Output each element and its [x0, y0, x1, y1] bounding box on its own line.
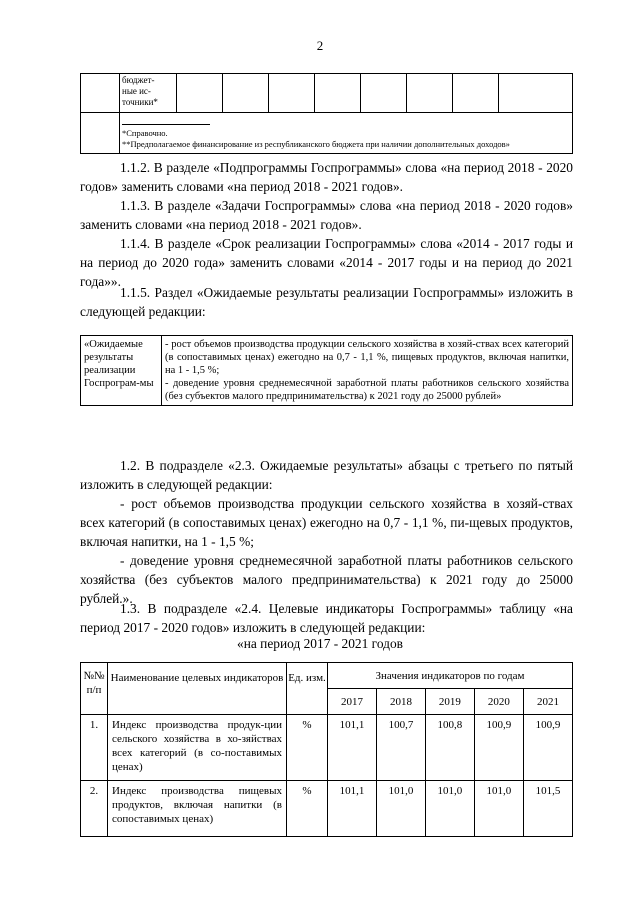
row-num: 2. — [81, 781, 108, 837]
header-unit: Ед. изм. — [287, 663, 328, 715]
row-unit: % — [287, 715, 328, 781]
paragraph-1-1-2: 1.1.2. В разделе «Подпрограммы Госпрограммы» слова «на период 2018 - 2020 годов» заменить словами «на период 2018 - 2021 годов». — [80, 160, 573, 194]
table-caption: «на период 2017 - 2021 годов — [237, 636, 403, 651]
paragraph-1-1-5: 1.1.5. Раздел «Ожидаемые результаты реализации Госпрограммы» изложить в следующей редакции: — [80, 285, 573, 319]
paragraph-1-2: 1.2. В подразделе «2.3. Ожидаемые результаты» абзацы с третьего по пятый изложить в следующей редакции: — [80, 458, 573, 492]
results-text-2: - доведение уровня среднемесячной заработной платы работников сельского хозяйства (без субъектов малого предпринимательства) к 2021 году до 25000 рублей» — [165, 378, 569, 402]
row-value: 100,9 — [474, 715, 523, 781]
row-value: 101,1 — [328, 781, 377, 837]
header-values: Значения индикаторов по годам — [328, 663, 573, 689]
row-value: 101,5 — [523, 781, 572, 837]
year-header: 2017 — [328, 689, 377, 715]
page-number: 2 — [316, 38, 324, 53]
row-label: бюджет- ные ис- точники* — [120, 74, 177, 113]
footnote-1: *Справочно. — [122, 128, 168, 138]
row-unit: % — [287, 781, 328, 837]
footnotes — [120, 113, 573, 154]
paragraph-1-1-4: 1.1.4. В разделе «Срок реализации Госпрограммы» слова «2014 - 2017 годы и на период до 2020 года» заменить словами «2014 - 2017 годы и на период до 2021 года»». — [80, 236, 573, 289]
row-value: 101,1 — [328, 715, 377, 781]
results-text-1: - рост объемов производства продукции сельского хозяйства в хозяй-ствах всех категорий (в сопоставимых ценах) ежегодно на 0,7 - 1,1 %, пищевых продуктов, включая напитки, на 1 - 1,5 %; — [165, 339, 569, 376]
row-name: Индекс производства продук-ции сельского хозяйства в хо-зяйствах всех категорий (в со-поставимых ценах) — [108, 715, 287, 781]
row-num: 1. — [81, 715, 108, 781]
paragraph-1-2-a: - рост объемов производства продукции сельского хозяйства в хозяй-ствах всех категорий (в сопоставимых ценах) ежегодно на 0,7 - 1,1 %, пи-щевых продуктов, включая напитки, на 1 - 1,5 %; — [80, 496, 573, 549]
header-num: №№ п/п — [81, 663, 108, 715]
row-value: 100,7 — [376, 715, 425, 781]
paragraph-1-1-3: 1.1.3. В разделе «Задачи Госпрограммы» слова «на период 2018 - 2020 годов» заменить словами «на период 2018 - 2021 годов». — [80, 198, 573, 232]
table-row — [81, 715, 573, 781]
indicator-table — [80, 662, 573, 837]
header-name: Наименование целевых индикаторов — [108, 663, 287, 715]
row-value: 100,8 — [425, 715, 474, 781]
row-value: 100,9 — [523, 715, 572, 781]
footnote-2: **Предполагаемое финансирование из республиканского бюджета при наличии дополнительных доходов» — [122, 139, 510, 149]
year-header: 2018 — [376, 689, 425, 715]
year-header: 2021 — [523, 689, 572, 715]
row-value: 101,0 — [474, 781, 523, 837]
results-box — [80, 335, 573, 406]
table-row — [81, 781, 573, 837]
row-value: 101,0 — [376, 781, 425, 837]
results-label: «Ожидаемые результаты реализации Госпрограм-мы — [81, 336, 162, 406]
year-header: 2020 — [474, 689, 523, 715]
year-header: 2019 — [425, 689, 474, 715]
row-value: 101,0 — [425, 781, 474, 837]
fragment-table — [80, 73, 573, 154]
paragraph-1-2-b: - доведение уровня среднемесячной заработной платы работников сельского хозяйства (без субъектов малого предпринимательства) к 2021 году до 25000 рублей.». — [80, 553, 573, 606]
paragraph-1-3: 1.3. В подразделе «2.4. Целевые индикаторы Госпрограммы» таблицу «на период 2017 - 2020 годов» изложить в следующей редакции: — [80, 601, 573, 635]
row-name: Индекс производства пищевых продуктов, включая напитки (в сопоставимых ценах) — [108, 781, 287, 837]
